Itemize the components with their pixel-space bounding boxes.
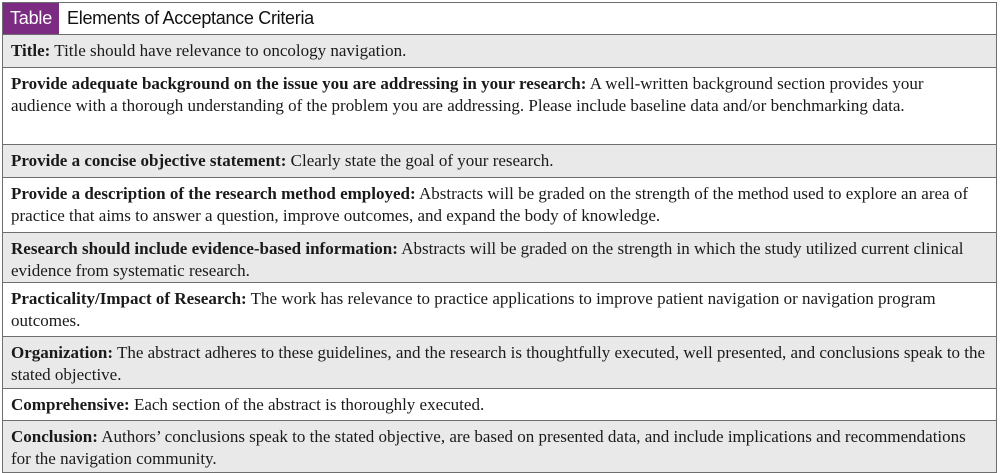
- row-text: The abstract adheres to these guidelines, and the research is thoughtfully executed, well presented, and conclusions speak to the stated objective.: [11, 343, 986, 384]
- row-text: Each section of the abstract is thoroughly executed.: [129, 395, 485, 414]
- table-row-practicality: [3, 283, 996, 337]
- table-row-method: [3, 178, 996, 233]
- row-term: Provide adequate background on the issue you are addressing in your research:: [11, 74, 587, 93]
- row-term: Research should include evidence-based information:: [11, 239, 398, 258]
- row-text: Abstracts will be graded on the strength of the method used to explore an area of practice that aims to answer a question, improve outcomes, and expand the body of knowledge.: [11, 184, 968, 225]
- row-term: Comprehensive:: [11, 395, 130, 414]
- acceptance-criteria-table: [2, 2, 997, 473]
- table-row-background: [3, 68, 996, 145]
- row-text: Abstracts will be graded on the strength in which the study utilized current clinical evidence from systematic research.: [11, 239, 964, 280]
- table-row-objective: [3, 145, 996, 178]
- table-title: Elements of Acceptance Criteria: [67, 8, 314, 28]
- row-term: Conclusion:: [11, 427, 98, 446]
- table-badge: Table: [3, 3, 59, 34]
- table-row-title: [3, 35, 996, 68]
- row-term: Title:: [11, 41, 51, 60]
- table-header: [3, 3, 996, 35]
- row-text: The work has relevance to practice applications to improve patient navigation or navigation program outcomes.: [11, 289, 936, 330]
- table-row-organization: [3, 337, 996, 389]
- row-term: Organization:: [11, 343, 113, 362]
- row-text: Title should have relevance to oncology navigation.: [50, 41, 407, 60]
- table-row-comprehensive: [3, 389, 996, 421]
- row-text: Authors’ conclusions speak to the stated objective, are based on presented data, and include implications and recommendations for the navigation community.: [11, 427, 966, 468]
- row-text: Clearly state the goal of your research.: [286, 151, 554, 170]
- row-term: Practicality/Impact of Research:: [11, 289, 247, 308]
- table-row-conclusion: [3, 421, 996, 472]
- row-term: Provide a concise objective statement:: [11, 151, 287, 170]
- table-row-evidence: [3, 233, 996, 283]
- row-text: A well-written background section provides your audience with a thorough understanding of the problem you are addressing. Please include baseline data and/or benchmarking data.: [11, 74, 924, 115]
- row-term: Provide a description of the research method employed:: [11, 184, 416, 203]
